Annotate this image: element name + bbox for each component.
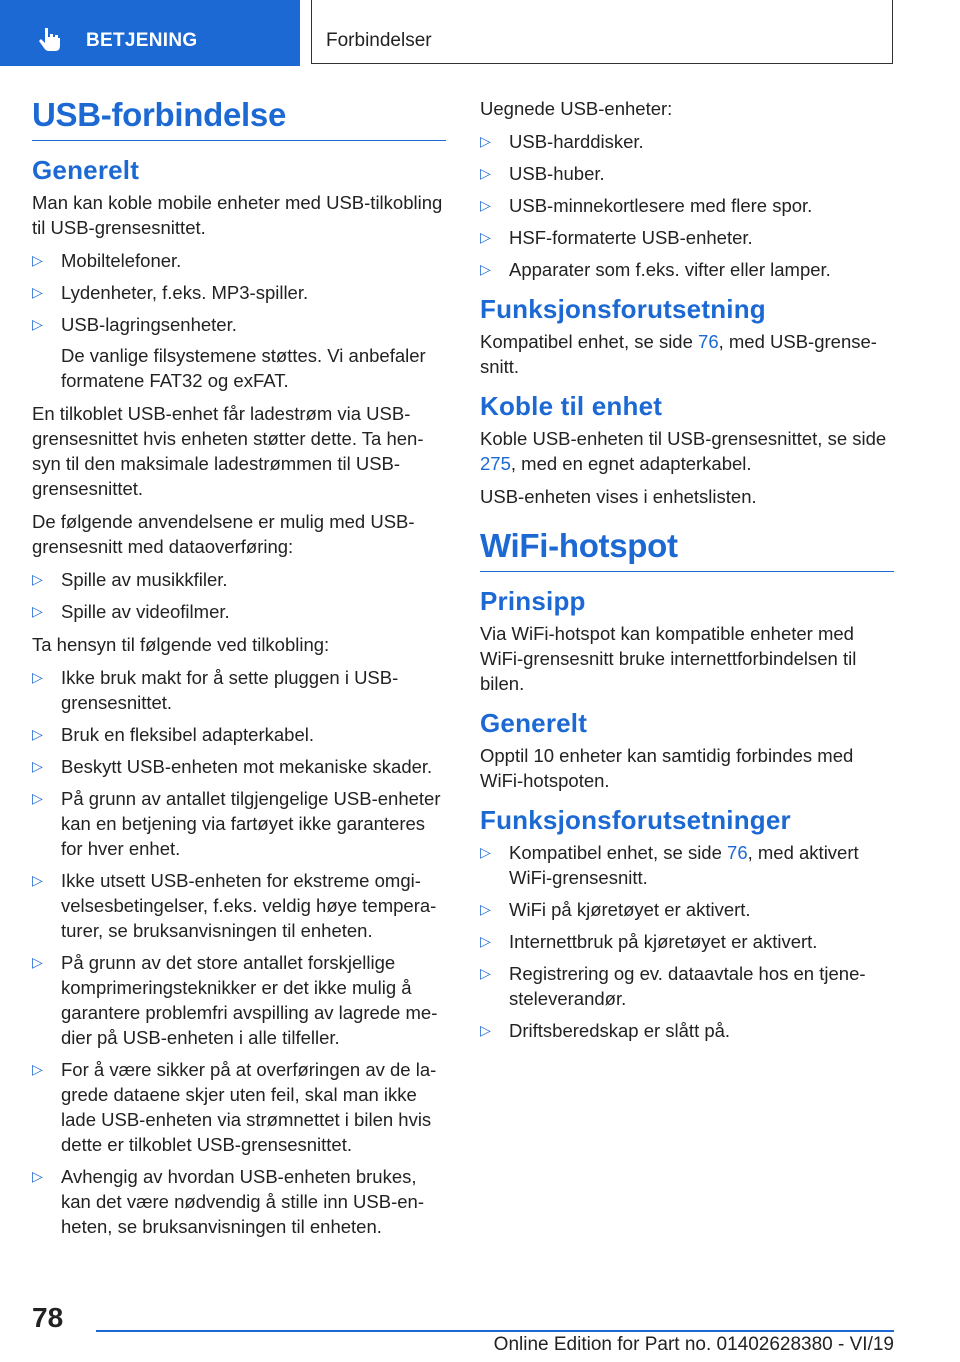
page-number: 78: [32, 1302, 64, 1333]
list-item: ▷ USB-lagringsenheter. De vanlige filsystemene støttes. Vi anbefaler formatene FAT32 og exFAT.: [32, 312, 446, 393]
funksjonsforutsetning-text: Kompatibel enhet, se side 76, med USB-grensesnitt.: [480, 331, 877, 377]
connection-list: [32, 665, 446, 1239]
triangle-bullet-icon: ▷: [480, 1022, 491, 1038]
generelt-intro: Man kan koble mobile enheter med USB-tilkobling til USB-grensesnittet.: [32, 192, 443, 238]
unsuitable-list: [480, 129, 894, 282]
triangle-bullet-icon: ▷: [32, 872, 43, 888]
pointing-hand-icon: [36, 26, 64, 52]
usb-title: USB-forbindelse: [32, 96, 446, 141]
list-item: ▷ Bruk en fleksibel adapterkabel.: [32, 724, 314, 745]
triangle-bullet-icon: ▷: [480, 261, 491, 277]
prinsipp-heading: Prinsipp: [480, 586, 586, 616]
list-item: ▷ For å være sikker på at overføringen av de lagrede dataene skjer uten feil, skal man ikke lade USB-enheten via strømnettet i bilen hvis dette er tilkoblet USB-grensesnittet.: [32, 1059, 437, 1155]
wifi-title: WiFi-hotspot: [480, 527, 894, 572]
page-header: [0, 0, 960, 66]
triangle-bullet-icon: ▷: [480, 933, 491, 949]
connection-paragraph: Ta hensyn til følgende ved tilkobling:: [32, 634, 330, 655]
triangle-bullet-icon: ▷: [480, 965, 491, 981]
requirements-list: [480, 840, 894, 1043]
edition-note: Online Edition for Part no. 01402628380 - VI/19: [493, 1334, 894, 1355]
list-item: ▷ USB-huber.: [480, 163, 605, 184]
charging-paragraph: En tilkoblet USB-enhet får ladestrøm via USB-grensesnittet hvis enheten støtter dette. Ta hensyn til den maksimale ladestrømmen til USB-grensesnittet.: [32, 403, 424, 499]
triangle-bullet-icon: ▷: [480, 229, 491, 245]
section-tab-label: BETJENING: [86, 30, 198, 51]
list-item: ▷ Beskytt USB-enheten mot mekaniske skader.: [32, 756, 433, 777]
left-column: [32, 96, 446, 1247]
list-item: ▷ Spille av videofilmer.: [32, 601, 230, 622]
triangle-bullet-icon: ▷: [32, 316, 43, 332]
triangle-bullet-icon: ▷: [32, 954, 43, 970]
list-item: ▷ Driftsberedskap er slått på.: [480, 1020, 731, 1041]
triangle-bullet-icon: ▷: [32, 571, 43, 587]
chapter-tab-label: Forbindelser: [326, 30, 432, 51]
list-item: ▷ Lydenheter, f.eks. MP3-spiller.: [32, 282, 309, 303]
list-item: ▷ USB-minnekortlesere med flere spor.: [480, 195, 813, 216]
triangle-bullet-icon: ▷: [32, 758, 43, 774]
generelt-heading: Generelt: [32, 155, 140, 185]
page-link[interactable]: 76: [698, 331, 719, 352]
triangle-bullet-icon: ▷: [32, 1168, 43, 1184]
triangle-bullet-icon: ▷: [480, 901, 491, 917]
prinsipp-text: Via WiFi-hotspot kan kompatible enheter med WiFi-grensesnitt bruke internettforbindelsen til bilen.: [480, 623, 857, 694]
triangle-bullet-icon: ▷: [480, 197, 491, 213]
page-link[interactable]: 76: [727, 842, 748, 863]
page-link[interactable]: 275: [480, 453, 511, 474]
list-item: ▷ På grunn av det store antallet forskjellige komprimeringsteknikker er det ikke mulig å garantere problemfri avspilling av lagrede medier på USB-enheten i alle tilfeller.: [32, 952, 438, 1048]
uses-list: [32, 567, 446, 624]
triangle-bullet-icon: ▷: [480, 844, 491, 860]
koble-text: Koble USB-enheten til USB-grensesnittet, se side 275, med en egnet adapterkabel.: [480, 428, 887, 474]
triangle-bullet-icon: ▷: [32, 669, 43, 685]
right-column: [480, 96, 894, 1051]
footer-divider: [96, 1330, 894, 1332]
list-item: ▷ Kompatibel enhet, se side 76, med aktivert WiFi-grensesnitt.: [480, 842, 859, 888]
list-item: ▷ Spille av musikkfiler.: [32, 569, 228, 590]
list-item: ▷ Ikke utsett USB-enheten for ekstreme omgivelsesbetingelser, f.eks. veldig høye temperaturer, se bruksanvisningen til enheten.: [32, 870, 437, 941]
list-item: ▷ Mobiltelefoner.: [32, 250, 182, 271]
triangle-bullet-icon: ▷: [32, 726, 43, 742]
triangle-bullet-icon: ▷: [32, 790, 43, 806]
funksjonsforutsetning-heading: Funksjonsforutsetning: [480, 294, 766, 324]
list-item: ▷ Avhengig av hvordan USB-enheten brukes, kan det være nødvendig å stille inn USB-enheten, se bruksanvisningen til enheten.: [32, 1166, 425, 1237]
list-item: ▷ WiFi på kjøretøyet er aktivert.: [480, 899, 751, 920]
triangle-bullet-icon: ▷: [32, 284, 43, 300]
uses-paragraph: De følgende anvendelsene er mulig med USB-grensesnitt med dataoverføring:: [32, 511, 415, 557]
section-tab[interactable]: [0, 0, 300, 66]
list-item: ▷ Internettbruk på kjøretøyet er aktivert.: [480, 931, 818, 952]
triangle-bullet-icon: ▷: [480, 133, 491, 149]
list-item: ▷ Apparater som f.eks. vifter eller lamper.: [480, 259, 831, 280]
koble-heading: Koble til enhet: [480, 391, 663, 421]
list-item-note: De vanlige filsystemene støttes. Vi anbefaler formatene FAT32 og exFAT.: [61, 345, 426, 391]
chapter-tab[interactable]: [311, 0, 893, 64]
triangle-bullet-icon: ▷: [32, 252, 43, 268]
triangle-bullet-icon: ▷: [480, 165, 491, 181]
unsuitable-intro: Uegnede USB-enheter:: [480, 98, 673, 119]
list-item: ▷ På grunn av antallet tilgjengelige USB-enheter kan en betjening via fartøyet ikke garanteres for hver enhet.: [32, 788, 441, 859]
triangle-bullet-icon: ▷: [32, 603, 43, 619]
triangle-bullet-icon: ▷: [32, 1061, 43, 1077]
list-item: ▷ USB-harddisker.: [480, 131, 644, 152]
koble-text-2: USB-enheten vises i enhetslisten.: [480, 486, 757, 507]
device-list: [32, 248, 446, 393]
wifi-generelt-heading: Generelt: [480, 708, 588, 738]
list-item: ▷ Registrering og ev. dataavtale hos en tjenesteleverandør.: [480, 963, 866, 1009]
list-item: ▷ HSF-formaterte USB-enheter.: [480, 227, 753, 248]
requirements-heading: Funksjonsforutsetninger: [480, 805, 791, 835]
wifi-generelt-text: Opptil 10 enheter kan samtidig forbindes med WiFi-hotspoten.: [480, 745, 854, 791]
list-item: ▷ Ikke bruk makt for å sette pluggen i USB-grensesnittet.: [32, 667, 399, 713]
